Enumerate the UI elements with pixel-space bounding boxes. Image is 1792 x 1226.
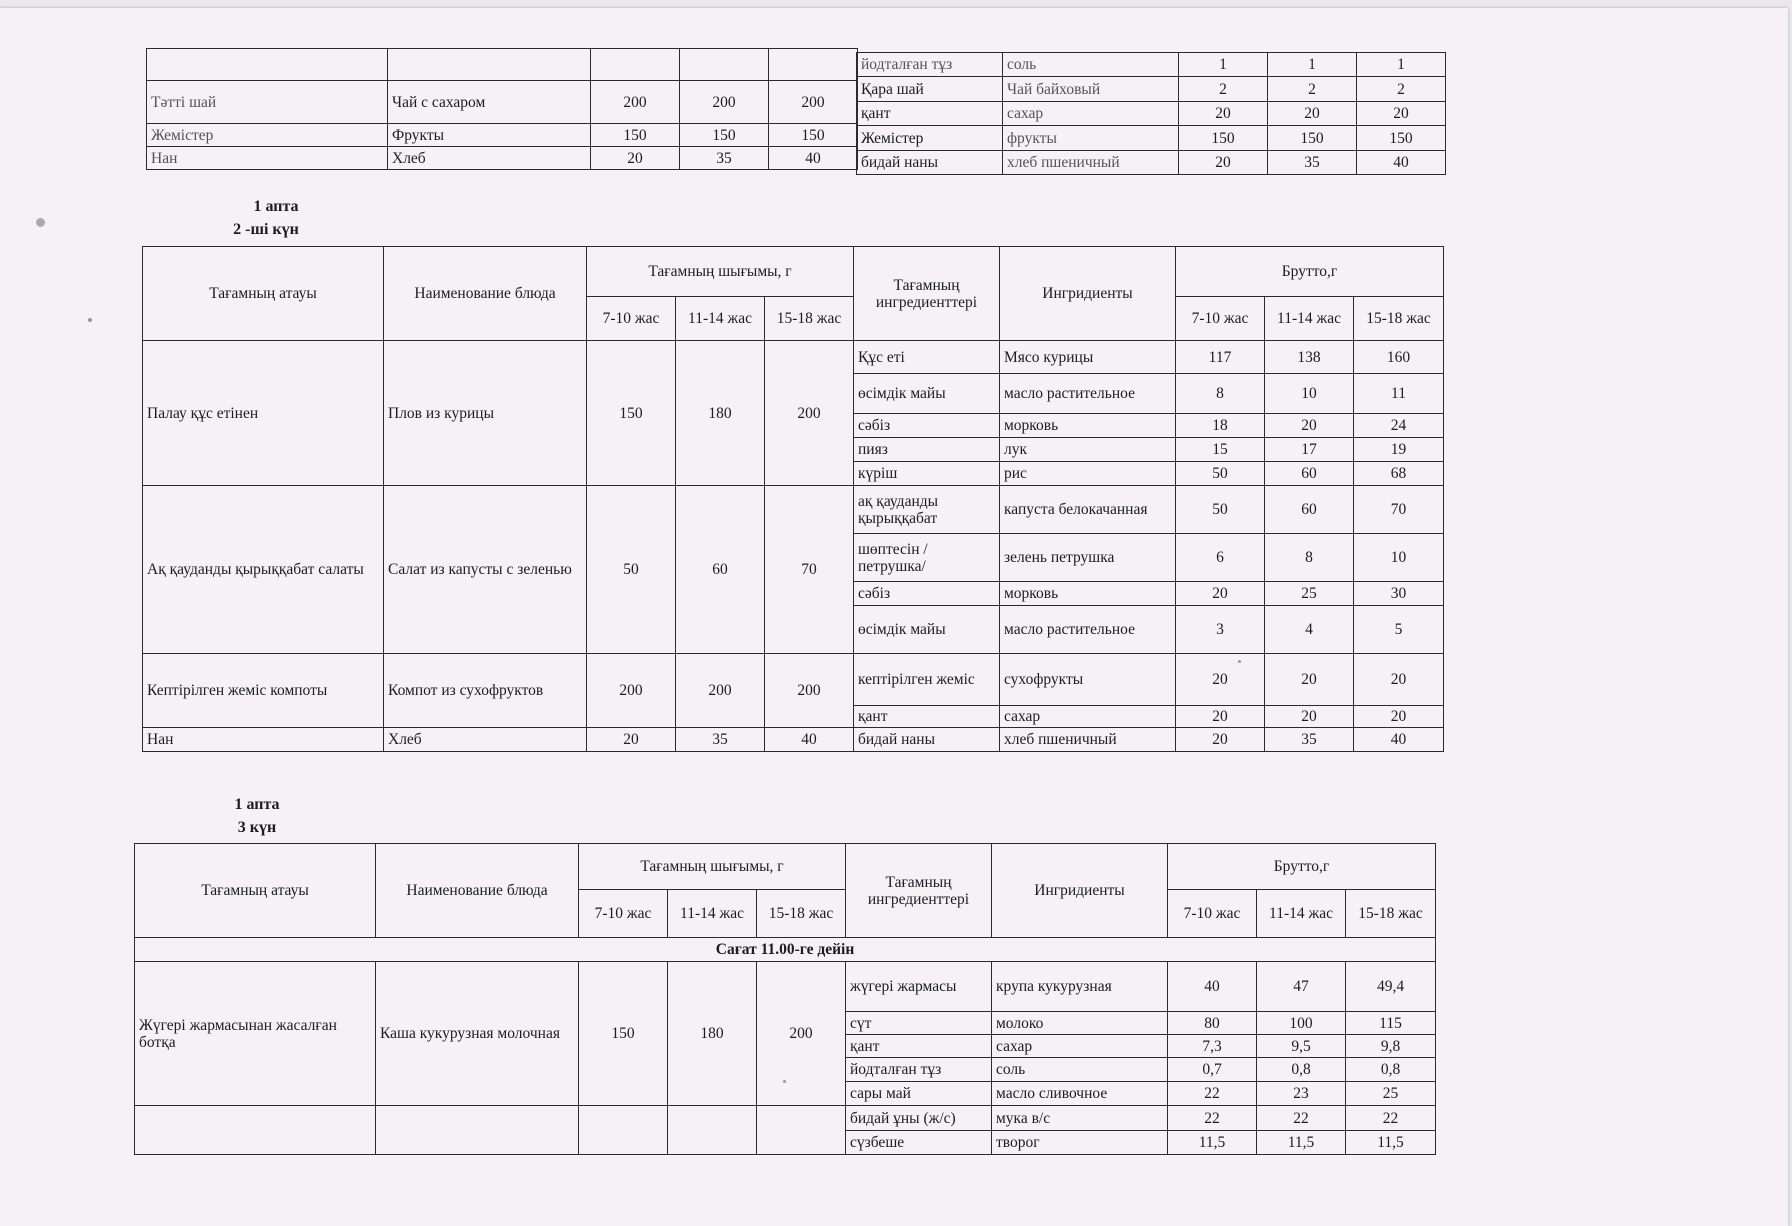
ingredient-kz-cell: бидай наны bbox=[857, 151, 1003, 175]
brutto-cell: 23 bbox=[1257, 1082, 1346, 1106]
brutto-cell: 70 bbox=[1354, 486, 1444, 534]
ingredient-kz-cell: сары май bbox=[846, 1082, 992, 1106]
dish-ru-cell: Салат из капусты с зеленью bbox=[384, 486, 587, 654]
ingredient-ru-cell: хлеб пшеничный bbox=[1000, 728, 1176, 752]
yield-cell: 40 bbox=[769, 147, 858, 170]
yield-cell: 150 bbox=[769, 124, 858, 147]
ingredient-ru-cell: мука в/с bbox=[992, 1106, 1168, 1131]
section-title: Сағат 11.00-ге дейін bbox=[135, 938, 1436, 962]
yield-cell: 35 bbox=[676, 728, 765, 752]
brutto-cell: 2 bbox=[1179, 77, 1268, 102]
brutto-cell: 9,8 bbox=[1346, 1035, 1436, 1058]
dish-ru-cell: Компот из сухофруктов bbox=[384, 654, 587, 728]
brutto-cell: 50 bbox=[1176, 462, 1265, 486]
brutto-cell: 8 bbox=[1176, 374, 1265, 414]
brutto-cell: 80 bbox=[1168, 1012, 1257, 1035]
ingredient-ru-cell: фрукты bbox=[1003, 126, 1179, 151]
yield-cell: 40 bbox=[765, 728, 854, 752]
brutto-cell: 20 bbox=[1176, 706, 1265, 728]
brutto-cell: 20 bbox=[1176, 654, 1265, 706]
dish-ru-cell: Хлеб bbox=[384, 728, 587, 752]
table-row bbox=[147, 147, 858, 170]
header-age: 11-14 жас bbox=[676, 297, 765, 341]
brutto-cell: 40 bbox=[1354, 728, 1444, 752]
week-heading: 1 апта bbox=[253, 198, 299, 215]
yield-cell: 150 bbox=[680, 124, 769, 147]
brutto-cell: 3 bbox=[1176, 606, 1265, 654]
header-ingredients-kz: Тағамның ингредиенттері bbox=[854, 247, 1000, 341]
brutto-cell: 49,4 bbox=[1346, 962, 1436, 1012]
brutto-cell: 0,8 bbox=[1346, 1058, 1436, 1082]
brutto-cell: 15 bbox=[1176, 438, 1265, 462]
ingredient-kz-cell: пияз bbox=[854, 438, 1000, 462]
yield-cell: 50 bbox=[587, 486, 676, 654]
ingredient-kz-cell: өсімдік майы bbox=[854, 374, 1000, 414]
header-age: 15-18 жас bbox=[757, 890, 846, 938]
brutto-cell: 20 bbox=[1354, 654, 1444, 706]
ingredient-ru-cell: лук bbox=[1000, 438, 1176, 462]
yield-cell: 200 bbox=[680, 81, 769, 124]
ingredient-ru-cell: морковь bbox=[1000, 582, 1176, 606]
ingredient-kz-cell: сүзбеше bbox=[846, 1131, 992, 1155]
yield-cell: 200 bbox=[769, 81, 858, 124]
ingredient-ru-cell: молоко bbox=[992, 1012, 1168, 1035]
brutto-cell: 25 bbox=[1265, 582, 1354, 606]
brutto-cell: 22 bbox=[1168, 1106, 1257, 1131]
day-heading: 2 -ші күн bbox=[233, 221, 299, 238]
day3-menu-table bbox=[134, 843, 1436, 1155]
brutto-cell: 11 bbox=[1354, 374, 1444, 414]
ingredient-kz-cell: Құс еті bbox=[854, 341, 1000, 374]
brutto-cell: 1 bbox=[1268, 53, 1357, 77]
ingredient-ru-cell: масло сливочное bbox=[992, 1082, 1168, 1106]
ingredient-kz-cell: Жемістер bbox=[857, 126, 1003, 151]
brutto-cell: 25 bbox=[1346, 1082, 1436, 1106]
brutto-cell: 2 bbox=[1357, 77, 1446, 102]
dish-kz-cell bbox=[135, 1106, 376, 1155]
brutto-cell: 10 bbox=[1265, 374, 1354, 414]
dish-kz-cell: Нан bbox=[147, 147, 388, 170]
brutto-cell: 7,3 bbox=[1168, 1035, 1257, 1058]
brutto-cell: 11,5 bbox=[1257, 1131, 1346, 1155]
day2-menu-table bbox=[142, 246, 1444, 752]
ingredient-ru-cell: хлеб пшеничный bbox=[1003, 151, 1179, 175]
yield-cell bbox=[579, 1106, 668, 1155]
yield-cell: 150 bbox=[591, 124, 680, 147]
header-brutto: Брутто,г bbox=[1168, 844, 1436, 890]
brutto-cell: 35 bbox=[1268, 151, 1357, 175]
header-ingredients-ru: Ингридиенты bbox=[992, 844, 1168, 938]
header-age: 7-10 жас bbox=[587, 297, 676, 341]
header-age: 15-18 жас bbox=[1346, 890, 1436, 938]
brutto-cell: 150 bbox=[1179, 126, 1268, 151]
scanned-page bbox=[0, 8, 1788, 1226]
yield-cell: 200 bbox=[676, 654, 765, 728]
header-age: 11-14 жас bbox=[668, 890, 757, 938]
yield-cell bbox=[680, 49, 769, 81]
ingredient-kz-cell: бидай наны bbox=[854, 728, 1000, 752]
brutto-cell: 2 bbox=[1268, 77, 1357, 102]
ingredient-ru-cell: соль bbox=[1003, 53, 1179, 77]
table-row bbox=[143, 728, 1444, 752]
yield-cell: 20 bbox=[591, 147, 680, 170]
ingredient-kz-cell: қант bbox=[846, 1035, 992, 1058]
table-row bbox=[135, 962, 1436, 1012]
yield-cell bbox=[591, 49, 680, 81]
brutto-cell: 20 bbox=[1179, 151, 1268, 175]
ingredient-ru-cell: капуста белокачанная bbox=[1000, 486, 1176, 534]
brutto-cell: 8 bbox=[1265, 534, 1354, 582]
dish-ru-cell: Чай с сахаром bbox=[388, 81, 591, 124]
brutto-cell: 19 bbox=[1354, 438, 1444, 462]
brutto-cell: 24 bbox=[1354, 414, 1444, 438]
dish-kz-cell: Тәтті шай bbox=[147, 81, 388, 124]
dish-kz-cell: Кептірілген жеміс компоты bbox=[143, 654, 384, 728]
table-row bbox=[147, 49, 858, 81]
brutto-cell: 18 bbox=[1176, 414, 1265, 438]
dish-kz-cell: Нан bbox=[143, 728, 384, 752]
brutto-cell: 20 bbox=[1176, 582, 1265, 606]
brutto-cell: 11,5 bbox=[1168, 1131, 1257, 1155]
table-row bbox=[857, 77, 1446, 102]
brutto-cell: 47 bbox=[1257, 962, 1346, 1012]
header-age: 15-18 жас bbox=[765, 297, 854, 341]
table-row bbox=[857, 53, 1446, 77]
yield-cell: 150 bbox=[579, 962, 668, 1106]
brutto-cell: 60 bbox=[1265, 486, 1354, 534]
table-row bbox=[857, 151, 1446, 175]
yield-cell bbox=[769, 49, 858, 81]
brutto-cell: 20 bbox=[1268, 102, 1357, 126]
dish-kz-cell: Ақ қауданды қырыққабат салаты bbox=[143, 486, 384, 654]
ingredient-kz-cell: йодталған тұз bbox=[857, 53, 1003, 77]
ingredient-kz-cell: жүгері жармасы bbox=[846, 962, 992, 1012]
brutto-cell: 20 bbox=[1354, 706, 1444, 728]
header-age: 7-10 жас bbox=[579, 890, 668, 938]
table-row bbox=[143, 486, 1444, 534]
header-yield: Тағамның шығымы, г bbox=[579, 844, 846, 890]
brutto-cell: 100 bbox=[1257, 1012, 1346, 1035]
yield-cell: 200 bbox=[765, 654, 854, 728]
scan-speck bbox=[36, 218, 45, 227]
brutto-cell: 20 bbox=[1179, 102, 1268, 126]
header-row bbox=[135, 844, 1436, 890]
dish-kz-cell bbox=[147, 49, 388, 81]
yield-cell bbox=[668, 1106, 757, 1155]
brutto-cell: 117 bbox=[1176, 341, 1265, 374]
brutto-cell: 40 bbox=[1168, 962, 1257, 1012]
header-yield: Тағамның шығымы, г bbox=[587, 247, 854, 297]
brutto-cell: 10 bbox=[1354, 534, 1444, 582]
brutto-cell: 11,5 bbox=[1346, 1131, 1436, 1155]
yield-cell: 200 bbox=[757, 962, 846, 1106]
table-row bbox=[857, 102, 1446, 126]
ingredient-ru-cell: масло растительное bbox=[1000, 374, 1176, 414]
yield-cell: 150 bbox=[587, 341, 676, 486]
ingredient-ru-cell: сахар bbox=[992, 1035, 1168, 1058]
section-row bbox=[135, 938, 1436, 962]
brutto-cell: 1 bbox=[1357, 53, 1446, 77]
week-heading: 1 апта bbox=[234, 796, 280, 813]
ingredient-kz-cell: бидай ұны (ж/с) bbox=[846, 1106, 992, 1131]
brutto-cell: 35 bbox=[1265, 728, 1354, 752]
header-dish-ru: Наименование блюда bbox=[376, 844, 579, 938]
brutto-cell: 9,5 bbox=[1257, 1035, 1346, 1058]
header-ingredients-kz: Тағамның ингредиенттері bbox=[846, 844, 992, 938]
brutto-cell: 138 bbox=[1265, 341, 1354, 374]
header-age: 7-10 жас bbox=[1168, 890, 1257, 938]
yield-cell: 180 bbox=[676, 341, 765, 486]
ingredient-kz-cell: кептірілген жеміс bbox=[854, 654, 1000, 706]
ingredient-ru-cell: сахар bbox=[1003, 102, 1179, 126]
dish-ru-cell: Каша кукурузная молочная bbox=[376, 962, 579, 1106]
brutto-cell: 20 bbox=[1265, 414, 1354, 438]
header-row bbox=[143, 247, 1444, 297]
brutto-cell: 22 bbox=[1257, 1106, 1346, 1131]
table-row bbox=[147, 124, 858, 147]
brutto-cell: 5 bbox=[1354, 606, 1444, 654]
header-dish-kz: Тағамның атауы bbox=[135, 844, 376, 938]
ingredient-kz-cell: Қара шай bbox=[857, 77, 1003, 102]
yield-cell: 200 bbox=[587, 654, 676, 728]
ingredient-kz-cell: күріш bbox=[854, 462, 1000, 486]
brutto-cell: 150 bbox=[1268, 126, 1357, 151]
ingredient-ru-cell: сухофрукты bbox=[1000, 654, 1176, 706]
header-age: 15-18 жас bbox=[1354, 297, 1444, 341]
brutto-cell: 6 bbox=[1176, 534, 1265, 582]
ingredient-kz-cell: йодталған тұз bbox=[846, 1058, 992, 1082]
brutto-cell: 0,7 bbox=[1168, 1058, 1257, 1082]
brutto-cell: 40 bbox=[1357, 151, 1446, 175]
ingredient-ru-cell: зелень петрушка bbox=[1000, 534, 1176, 582]
brutto-cell: 60 bbox=[1265, 462, 1354, 486]
brutto-cell: 115 bbox=[1346, 1012, 1436, 1035]
yield-cell: 200 bbox=[591, 81, 680, 124]
ingredient-ru-cell: Чай байховый bbox=[1003, 77, 1179, 102]
brutto-cell: 20 bbox=[1265, 654, 1354, 706]
header-age: 11-14 жас bbox=[1265, 297, 1354, 341]
brutto-cell: 20 bbox=[1265, 706, 1354, 728]
ingredient-kz-cell: қант bbox=[854, 706, 1000, 728]
day-heading: 3 күн bbox=[237, 819, 277, 836]
table-row bbox=[857, 126, 1446, 151]
ingredient-kz-cell: шөптесін /петрушка/ bbox=[854, 534, 1000, 582]
yield-cell: 60 bbox=[676, 486, 765, 654]
table-row bbox=[147, 81, 858, 124]
ingredient-ru-cell: крупа кукурузная bbox=[992, 962, 1168, 1012]
yield-cell: 70 bbox=[765, 486, 854, 654]
yield-cell: 180 bbox=[668, 962, 757, 1106]
brutto-cell: 20 bbox=[1357, 102, 1446, 126]
header-brutto: Брутто,г bbox=[1176, 247, 1444, 297]
ingredient-ru-cell: соль bbox=[992, 1058, 1168, 1082]
table-row bbox=[143, 654, 1444, 706]
ingredient-kz-cell: сәбіз bbox=[854, 414, 1000, 438]
dish-kz-cell: Жемістер bbox=[147, 124, 388, 147]
dish-kz-cell: Жүгері жармасынан жасалған ботқа bbox=[135, 962, 376, 1106]
header-ingredients-ru: Ингридиенты bbox=[1000, 247, 1176, 341]
brutto-cell: 22 bbox=[1346, 1106, 1436, 1131]
ingredient-ru-cell: морковь bbox=[1000, 414, 1176, 438]
ingredient-ru-cell: рис bbox=[1000, 462, 1176, 486]
brutto-cell: 160 bbox=[1354, 341, 1444, 374]
dish-ru-cell: Хлеб bbox=[388, 147, 591, 170]
brutto-cell: 22 bbox=[1168, 1082, 1257, 1106]
yield-cell: 35 bbox=[680, 147, 769, 170]
header-dish-kz: Тағамның атауы bbox=[143, 247, 384, 341]
brutto-cell: 17 bbox=[1265, 438, 1354, 462]
header-age: 11-14 жас bbox=[1257, 890, 1346, 938]
ingredient-ru-cell: Мясо курицы bbox=[1000, 341, 1176, 374]
top-left-table bbox=[146, 48, 858, 170]
top-right-table bbox=[856, 52, 1446, 175]
brutto-cell: 4 bbox=[1265, 606, 1354, 654]
table-row bbox=[135, 1106, 1436, 1131]
brutto-cell: 68 bbox=[1354, 462, 1444, 486]
ingredient-ru-cell: масло растительное bbox=[1000, 606, 1176, 654]
header-age: 7-10 жас bbox=[1176, 297, 1265, 341]
brutto-cell: 0,8 bbox=[1257, 1058, 1346, 1082]
ingredient-ru-cell: творог bbox=[992, 1131, 1168, 1155]
dish-ru-cell: Фрукты bbox=[388, 124, 591, 147]
brutto-cell: 30 bbox=[1354, 582, 1444, 606]
yield-cell: 20 bbox=[587, 728, 676, 752]
ingredient-kz-cell: ақ қауданды қырыққабат bbox=[854, 486, 1000, 534]
brutto-cell: 50 bbox=[1176, 486, 1265, 534]
ingredient-kz-cell: қант bbox=[857, 102, 1003, 126]
dish-kz-cell: Палау құс етінен bbox=[143, 341, 384, 486]
header-dish-ru: Наименование блюда bbox=[384, 247, 587, 341]
yield-cell: 200 bbox=[765, 341, 854, 486]
ingredient-kz-cell: сүт bbox=[846, 1012, 992, 1035]
dish-ru-cell bbox=[388, 49, 591, 81]
dish-ru-cell: Плов из курицы bbox=[384, 341, 587, 486]
scan-speck bbox=[88, 318, 92, 322]
brutto-cell: 20 bbox=[1176, 728, 1265, 752]
dish-ru-cell bbox=[376, 1106, 579, 1155]
brutto-cell: 150 bbox=[1357, 126, 1446, 151]
ingredient-kz-cell: өсімдік майы bbox=[854, 606, 1000, 654]
yield-cell bbox=[757, 1106, 846, 1155]
ingredient-ru-cell: сахар bbox=[1000, 706, 1176, 728]
brutto-cell: 1 bbox=[1179, 53, 1268, 77]
ingredient-kz-cell: сәбіз bbox=[854, 582, 1000, 606]
table-row bbox=[143, 341, 1444, 374]
